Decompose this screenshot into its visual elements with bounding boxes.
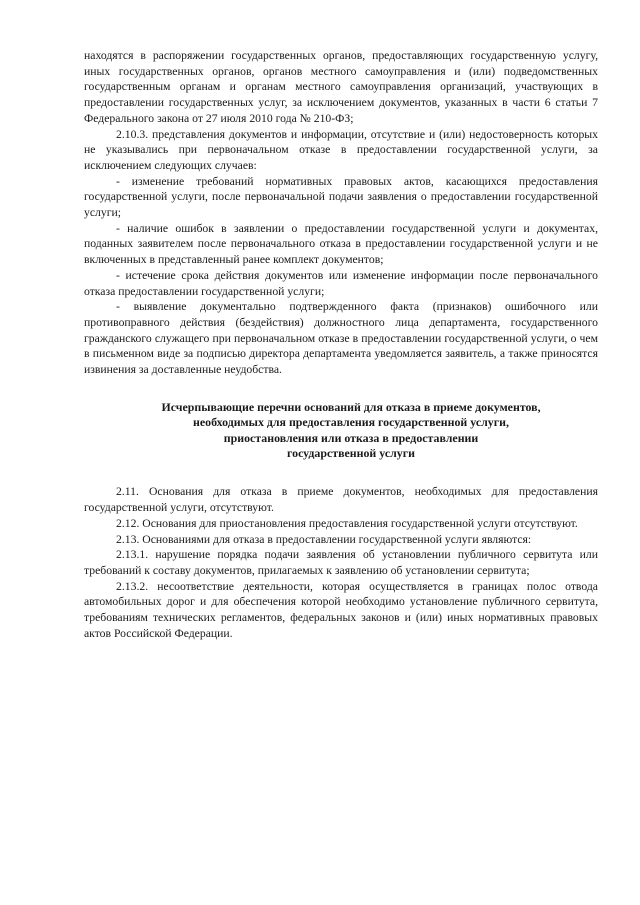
paragraph-2-13-1: 2.13.1. нарушение порядка подачи заявления об установлении публичного сервитута или требований к составу документов, прилагаемых к заявлению об установлении сервитута; xyxy=(84,548,598,577)
list-item-case-4: - выявление документально подтвержденного факта (признаков) ошибочного или противоправного действия (бездействия) должностного лица департамента, государственного гражданского служащего при первоначальном отказе в предоставлении государственной услуги, о чем в письменном виде за подписью директора департамента уведомляется заявитель, а также приносятся извинения за доставленные неудобства. xyxy=(84,300,598,377)
section-heading xyxy=(84,400,598,462)
list-item-case-3: - истечение срока действия документов или изменение информации после первоначального отказа предоставлении государственной услуги; xyxy=(84,268,598,298)
section-heading-line: приостановления или отказа в предоставлении xyxy=(223,430,479,445)
section-heading-line: необходимых для предоставления государственной услуги, xyxy=(193,415,509,430)
paragraph-2-11: 2.11. Основания для отказа в приеме документов, необходимых для предоставления государственной услуги, отсутствуют. xyxy=(84,485,598,515)
section-heading-line: Исчерпывающие перечни оснований для отказа в приеме документов, xyxy=(161,399,541,414)
list-item-case-1: - изменение требований нормативных правовых актов, касающихся предоставления государственной услуги, после первоначальной подачи заявления о предоставлении государственной услуги; xyxy=(84,174,598,220)
paragraph-2-13-2: 2.13.2. несоответствие деятельности, которая осуществляется в границах полос отвода автомобильных дорог и для обеспечения которой необходимо установление публичного сервитута, требованиям технических регламентов, федеральных законов и (или) иных нормативных правовых актов Российской Федерации. xyxy=(84,579,598,640)
list-item-case-2: - наличие ошибок в заявлении о предоставлении государственной услуги и документах, поданных заявителем после первоначального отказа в предоставлении государственной услуги и не включенных в представленный ранее комплект документов; xyxy=(84,221,598,267)
section-heading-line: государственной услуги xyxy=(287,445,415,460)
paragraph-2-12: 2.12. Основания для приостановления предоставления государственной услуги отсутствуют. xyxy=(116,516,578,530)
paragraph-2-13: 2.13. Основаниями для отказа в предоставлении государственной услуги являются: xyxy=(116,532,532,546)
paragraph-2-10-3: 2.10.3. представления документов и информации, отсутствие и (или) недостоверность которых не указывались при первоначальном отказе в предоставлении государственной услуги, за исключением следующих случаев: xyxy=(84,127,598,172)
paragraph-continuation: находятся в распоряжении государственных органов, предоставляющих государственную услугу, иных государственных органов, органов местного самоуправления и (или) подведомственных государственным органам и органам местного самоуправления организаций, участвующих в предоставлении государственных услуг, за исключением документов, указанных в части 6 статьи 7 Федерального закона от 27 июля 2010 года № 210-ФЗ; xyxy=(84,49,598,125)
